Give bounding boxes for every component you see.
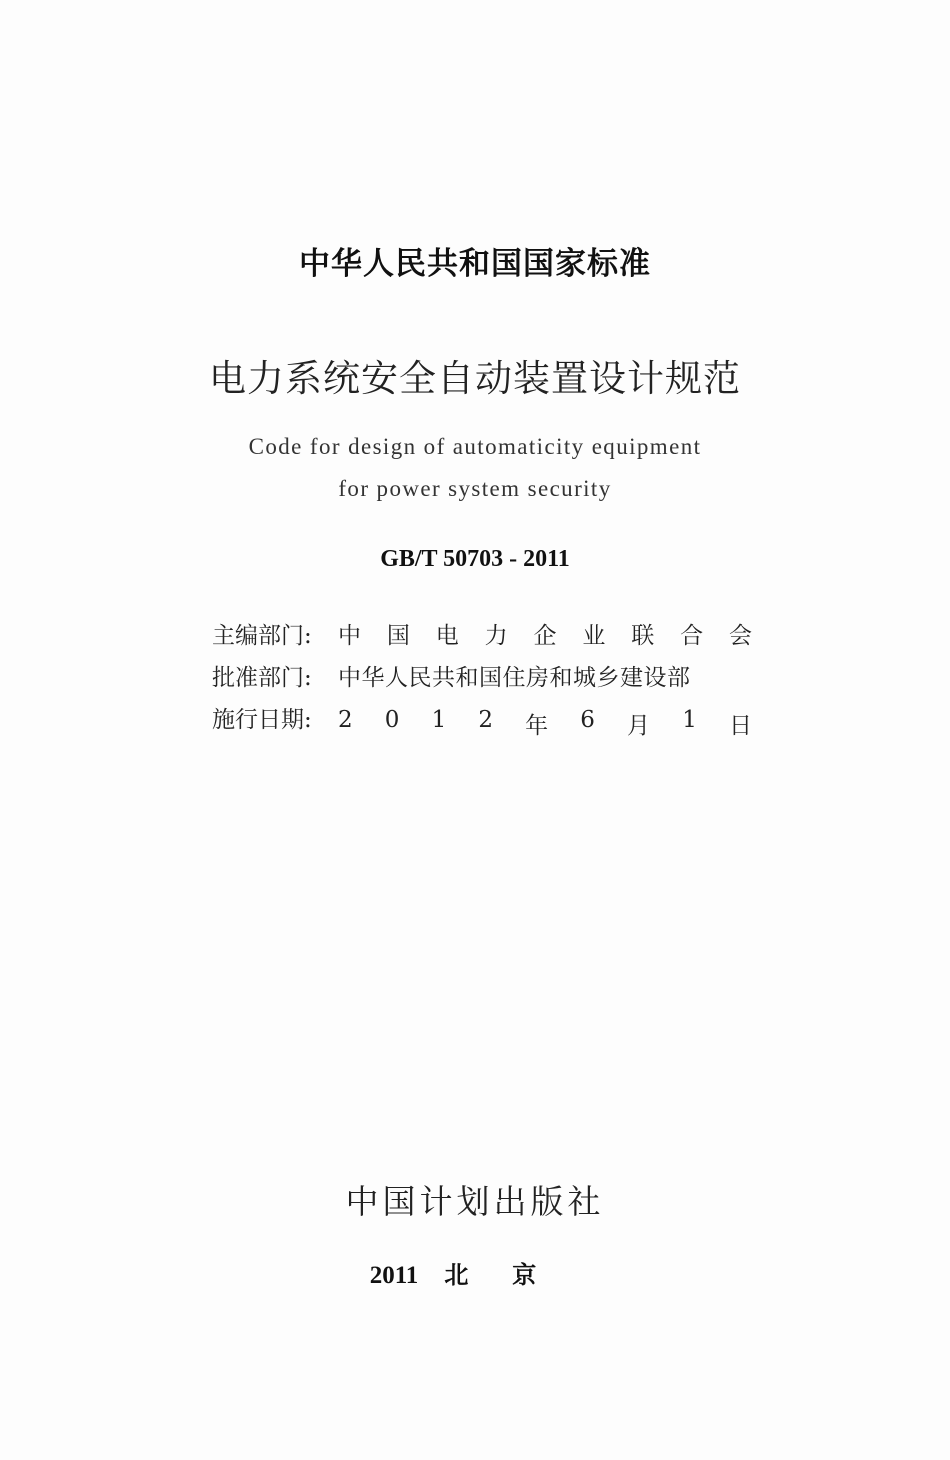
date-char: 6 (580, 707, 595, 733)
approver-label: 批准部门: (212, 665, 312, 691)
date-char: 月 (627, 713, 651, 739)
editor-row (212, 617, 752, 650)
editor-char: 业 (582, 623, 606, 649)
publication-city: 北京 (444, 1261, 581, 1289)
editor-char: 电 (435, 623, 459, 649)
approver-value: 中华人民共和国住房和城乡建设部 (338, 665, 691, 691)
title-english-line-1: Code for design of automaticity equipment (248, 434, 702, 459)
publisher: 中国计划出版社 (345, 1182, 605, 1221)
date-char: 年 (525, 713, 549, 739)
title-english-line-2: for power system security (338, 476, 612, 501)
date-char: 日 (728, 713, 752, 739)
editor-char: 企 (533, 623, 557, 649)
editor-char: 联 (631, 623, 655, 649)
editor-label: 主编部门: (212, 623, 312, 649)
date-char: 2 (338, 707, 353, 733)
editor-char: 会 (729, 623, 752, 649)
publication-line (0, 1255, 950, 1290)
date-char: 0 (384, 707, 400, 733)
title-chinese: 电力系统安全自动装置设计规范 (209, 357, 741, 400)
publication-year: 2011 (369, 1262, 419, 1289)
standard-code: GB/T 50703 - 2011 (380, 546, 570, 572)
effective-date-value (338, 707, 752, 740)
editor-char: 国 (386, 623, 410, 649)
date-char: 1 (682, 707, 697, 733)
effective-date-label: 施行日期: (212, 707, 312, 733)
effective-date-row (212, 701, 752, 740)
editor-char: 合 (680, 623, 704, 649)
standard-series: 中华人民共和国国家标准 (299, 246, 651, 282)
editor-value (338, 617, 752, 650)
date-char: 1 (431, 707, 447, 733)
editor-char: 力 (484, 623, 508, 649)
date-char: 2 (478, 707, 493, 733)
approver-row (212, 659, 752, 692)
editor-char: 中 (338, 623, 361, 649)
